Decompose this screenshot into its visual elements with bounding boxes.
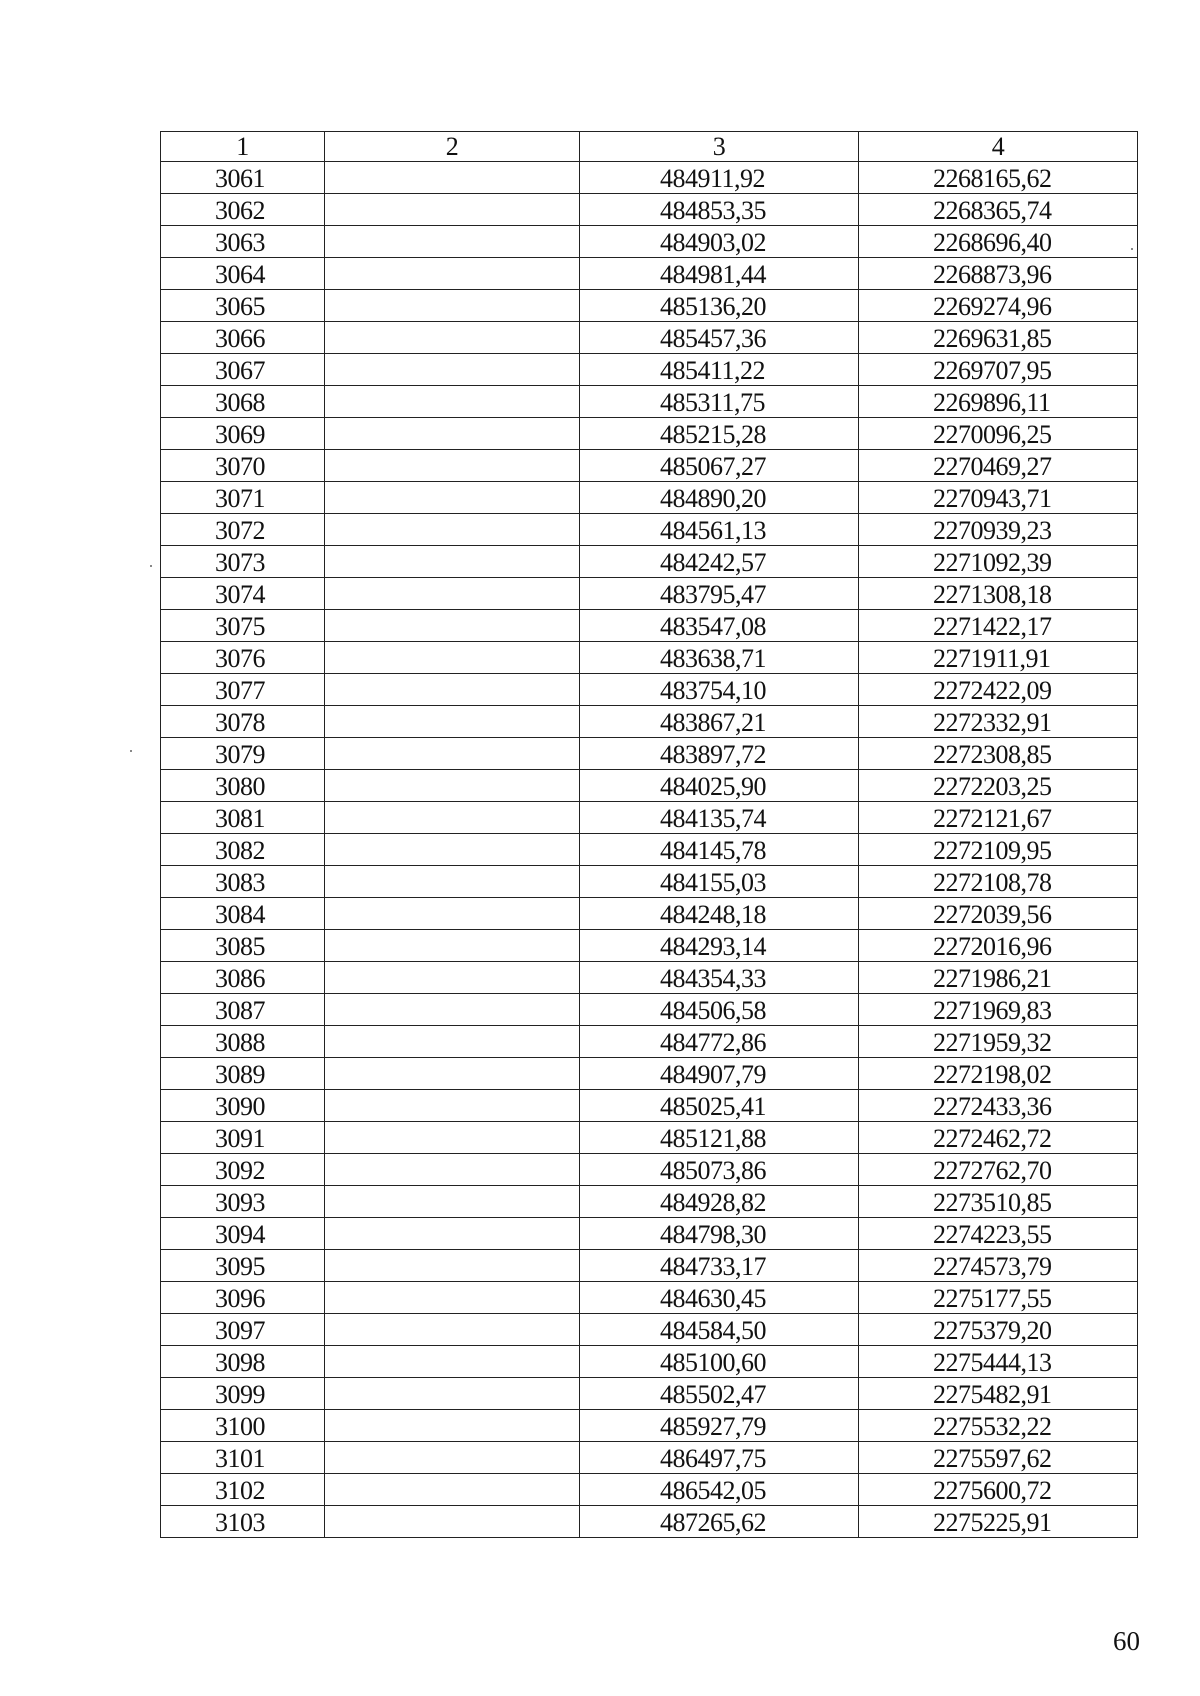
table-row — [161, 738, 1138, 770]
column-2-cell — [325, 194, 580, 226]
x-coordinate-cell: 483897,72 — [580, 738, 859, 770]
point-number-cell: 3064 — [161, 258, 325, 290]
x-coordinate-cell: 483867,21 — [580, 706, 859, 738]
column-2-cell — [325, 898, 580, 930]
y-coordinate-cell: 2270469,27 — [859, 450, 1138, 482]
x-coordinate-cell: 484890,20 — [580, 482, 859, 514]
x-coordinate-cell: 484248,18 — [580, 898, 859, 930]
y-coordinate-cell: 2275600,72 — [859, 1474, 1138, 1506]
y-coordinate-cell: 2270939,23 — [859, 514, 1138, 546]
point-number-cell: 3073 — [161, 546, 325, 578]
y-coordinate-cell: 2269631,85 — [859, 322, 1138, 354]
column-2-cell — [325, 514, 580, 546]
y-coordinate-cell: 2271969,83 — [859, 994, 1138, 1026]
table-row — [161, 1378, 1138, 1410]
column-header-4: 4 — [859, 132, 1138, 162]
table-row — [161, 770, 1138, 802]
point-number-cell: 3069 — [161, 418, 325, 450]
column-header-3: 3 — [580, 132, 859, 162]
y-coordinate-cell: 2272308,85 — [859, 738, 1138, 770]
table-row — [161, 226, 1138, 258]
column-2-cell — [325, 226, 580, 258]
x-coordinate-cell: 484293,14 — [580, 930, 859, 962]
point-number-cell: 3085 — [161, 930, 325, 962]
x-coordinate-cell: 487265,62 — [580, 1506, 859, 1538]
y-coordinate-cell: 2272433,36 — [859, 1090, 1138, 1122]
y-coordinate-cell: 2271959,32 — [859, 1026, 1138, 1058]
coordinates-table — [160, 131, 1138, 1538]
x-coordinate-cell: 484903,02 — [580, 226, 859, 258]
y-coordinate-cell: 2271092,39 — [859, 546, 1138, 578]
point-number-cell: 3096 — [161, 1282, 325, 1314]
column-2-cell — [325, 610, 580, 642]
x-coordinate-cell: 483638,71 — [580, 642, 859, 674]
table-row — [161, 1410, 1138, 1442]
column-2-cell — [325, 802, 580, 834]
point-number-cell: 3091 — [161, 1122, 325, 1154]
table-row — [161, 386, 1138, 418]
column-2-cell — [325, 258, 580, 290]
table-row — [161, 1058, 1138, 1090]
column-2-cell — [325, 738, 580, 770]
y-coordinate-cell: 2272422,09 — [859, 674, 1138, 706]
point-number-cell: 3088 — [161, 1026, 325, 1058]
table-row — [161, 418, 1138, 450]
point-number-cell: 3082 — [161, 834, 325, 866]
table-row — [161, 1026, 1138, 1058]
point-number-cell: 3083 — [161, 866, 325, 898]
x-coordinate-cell: 484907,79 — [580, 1058, 859, 1090]
point-number-cell: 3097 — [161, 1314, 325, 1346]
column-2-cell — [325, 930, 580, 962]
point-number-cell: 3099 — [161, 1378, 325, 1410]
x-coordinate-cell: 484135,74 — [580, 802, 859, 834]
table-row — [161, 578, 1138, 610]
table-row — [161, 162, 1138, 194]
table-row — [161, 482, 1138, 514]
point-number-cell: 3076 — [161, 642, 325, 674]
point-number-cell: 3062 — [161, 194, 325, 226]
x-coordinate-cell: 484981,44 — [580, 258, 859, 290]
table-row — [161, 1506, 1138, 1538]
point-number-cell: 3087 — [161, 994, 325, 1026]
column-2-cell — [325, 1218, 580, 1250]
x-coordinate-cell: 485927,79 — [580, 1410, 859, 1442]
x-coordinate-cell: 484733,17 — [580, 1250, 859, 1282]
point-number-cell: 3065 — [161, 290, 325, 322]
y-coordinate-cell: 2272203,25 — [859, 770, 1138, 802]
point-number-cell: 3089 — [161, 1058, 325, 1090]
table-row — [161, 1186, 1138, 1218]
table-row — [161, 1090, 1138, 1122]
point-number-cell: 3068 — [161, 386, 325, 418]
y-coordinate-cell: 2275532,22 — [859, 1410, 1138, 1442]
y-coordinate-cell: 2268365,74 — [859, 194, 1138, 226]
x-coordinate-cell: 483754,10 — [580, 674, 859, 706]
point-number-cell: 3079 — [161, 738, 325, 770]
point-number-cell: 3094 — [161, 1218, 325, 1250]
point-number-cell: 3066 — [161, 322, 325, 354]
column-2-cell — [325, 1282, 580, 1314]
column-2-cell — [325, 290, 580, 322]
y-coordinate-cell: 2272108,78 — [859, 866, 1138, 898]
table-row — [161, 514, 1138, 546]
x-coordinate-cell: 484506,58 — [580, 994, 859, 1026]
column-2-cell — [325, 706, 580, 738]
point-number-cell: 3101 — [161, 1442, 325, 1474]
column-2-cell — [325, 1314, 580, 1346]
column-2-cell — [325, 1058, 580, 1090]
x-coordinate-cell: 484928,82 — [580, 1186, 859, 1218]
x-coordinate-cell: 485136,20 — [580, 290, 859, 322]
x-coordinate-cell: 484145,78 — [580, 834, 859, 866]
point-number-cell: 3092 — [161, 1154, 325, 1186]
page-number: 60 — [1113, 1626, 1140, 1656]
point-number-cell: 3098 — [161, 1346, 325, 1378]
scan-speck — [1131, 248, 1133, 250]
point-number-cell: 3067 — [161, 354, 325, 386]
table-row — [161, 962, 1138, 994]
column-2-cell — [325, 354, 580, 386]
column-2-cell — [325, 418, 580, 450]
table-row — [161, 290, 1138, 322]
x-coordinate-cell: 485311,75 — [580, 386, 859, 418]
point-number-cell: 3077 — [161, 674, 325, 706]
column-2-cell — [325, 1250, 580, 1282]
point-number-cell: 3075 — [161, 610, 325, 642]
y-coordinate-cell: 2275225,91 — [859, 1506, 1138, 1538]
x-coordinate-cell: 485457,36 — [580, 322, 859, 354]
table-row — [161, 1218, 1138, 1250]
point-number-cell: 3071 — [161, 482, 325, 514]
table-row — [161, 1282, 1138, 1314]
y-coordinate-cell: 2270096,25 — [859, 418, 1138, 450]
x-coordinate-cell: 483547,08 — [580, 610, 859, 642]
scan-speck — [150, 565, 152, 567]
y-coordinate-cell: 2275379,20 — [859, 1314, 1138, 1346]
y-coordinate-cell: 2272039,56 — [859, 898, 1138, 930]
x-coordinate-cell: 485502,47 — [580, 1378, 859, 1410]
table-row — [161, 194, 1138, 226]
table-row — [161, 834, 1138, 866]
y-coordinate-cell: 2272762,70 — [859, 1154, 1138, 1186]
y-coordinate-cell: 2272332,91 — [859, 706, 1138, 738]
table-row — [161, 1346, 1138, 1378]
point-number-cell: 3084 — [161, 898, 325, 930]
x-coordinate-cell: 484155,03 — [580, 866, 859, 898]
table-row — [161, 258, 1138, 290]
table-row — [161, 1122, 1138, 1154]
x-coordinate-cell: 483795,47 — [580, 578, 859, 610]
y-coordinate-cell: 2269274,96 — [859, 290, 1138, 322]
point-number-cell: 3078 — [161, 706, 325, 738]
point-number-cell: 3103 — [161, 1506, 325, 1538]
table-row — [161, 898, 1138, 930]
column-2-cell — [325, 162, 580, 194]
column-2-cell — [325, 1378, 580, 1410]
column-2-cell — [325, 1346, 580, 1378]
table-body — [161, 162, 1138, 1538]
point-number-cell: 3061 — [161, 162, 325, 194]
column-2-cell — [325, 322, 580, 354]
point-number-cell: 3080 — [161, 770, 325, 802]
x-coordinate-cell: 484911,92 — [580, 162, 859, 194]
x-coordinate-cell: 485073,86 — [580, 1154, 859, 1186]
table-row — [161, 674, 1138, 706]
column-2-cell — [325, 770, 580, 802]
column-2-cell — [325, 578, 580, 610]
scan-speck — [130, 750, 132, 752]
table-row — [161, 706, 1138, 738]
y-coordinate-cell: 2275482,91 — [859, 1378, 1138, 1410]
point-number-cell: 3095 — [161, 1250, 325, 1282]
point-number-cell: 3074 — [161, 578, 325, 610]
x-coordinate-cell: 484853,35 — [580, 194, 859, 226]
x-coordinate-cell: 484025,90 — [580, 770, 859, 802]
table-row — [161, 930, 1138, 962]
column-2-cell — [325, 1154, 580, 1186]
point-number-cell: 3093 — [161, 1186, 325, 1218]
y-coordinate-cell: 2270943,71 — [859, 482, 1138, 514]
column-2-cell — [325, 1410, 580, 1442]
table-row — [161, 546, 1138, 578]
table-row — [161, 1314, 1138, 1346]
y-coordinate-cell: 2275444,13 — [859, 1346, 1138, 1378]
y-coordinate-cell: 2268696,40 — [859, 226, 1138, 258]
x-coordinate-cell: 485411,22 — [580, 354, 859, 386]
y-coordinate-cell: 2271911,91 — [859, 642, 1138, 674]
x-coordinate-cell: 485121,88 — [580, 1122, 859, 1154]
column-2-cell — [325, 1122, 580, 1154]
y-coordinate-cell: 2268873,96 — [859, 258, 1138, 290]
x-coordinate-cell: 485025,41 — [580, 1090, 859, 1122]
y-coordinate-cell: 2269707,95 — [859, 354, 1138, 386]
table-row — [161, 642, 1138, 674]
y-coordinate-cell: 2272198,02 — [859, 1058, 1138, 1090]
x-coordinate-cell: 484798,30 — [580, 1218, 859, 1250]
column-2-cell — [325, 962, 580, 994]
y-coordinate-cell: 2272462,72 — [859, 1122, 1138, 1154]
x-coordinate-cell: 484630,45 — [580, 1282, 859, 1314]
x-coordinate-cell: 484772,86 — [580, 1026, 859, 1058]
table-row — [161, 1474, 1138, 1506]
y-coordinate-cell: 2275177,55 — [859, 1282, 1138, 1314]
y-coordinate-cell: 2271422,17 — [859, 610, 1138, 642]
x-coordinate-cell: 485067,27 — [580, 450, 859, 482]
point-number-cell: 3086 — [161, 962, 325, 994]
table-row — [161, 1154, 1138, 1186]
x-coordinate-cell: 486542,05 — [580, 1474, 859, 1506]
x-coordinate-cell: 484354,33 — [580, 962, 859, 994]
table-row — [161, 866, 1138, 898]
column-2-cell — [325, 834, 580, 866]
y-coordinate-cell: 2275597,62 — [859, 1442, 1138, 1474]
point-number-cell: 3072 — [161, 514, 325, 546]
column-2-cell — [325, 386, 580, 418]
column-2-cell — [325, 1442, 580, 1474]
x-coordinate-cell: 484561,13 — [580, 514, 859, 546]
table-row — [161, 1250, 1138, 1282]
point-number-cell: 3070 — [161, 450, 325, 482]
x-coordinate-cell: 485100,60 — [580, 1346, 859, 1378]
point-number-cell: 3081 — [161, 802, 325, 834]
y-coordinate-cell: 2269896,11 — [859, 386, 1138, 418]
table-row — [161, 354, 1138, 386]
column-header-1: 1 — [161, 132, 325, 162]
y-coordinate-cell: 2273510,85 — [859, 1186, 1138, 1218]
y-coordinate-cell: 2274223,55 — [859, 1218, 1138, 1250]
point-number-cell: 3063 — [161, 226, 325, 258]
column-2-cell — [325, 1026, 580, 1058]
x-coordinate-cell: 486497,75 — [580, 1442, 859, 1474]
column-2-cell — [325, 866, 580, 898]
y-coordinate-cell: 2271308,18 — [859, 578, 1138, 610]
table-row — [161, 802, 1138, 834]
x-coordinate-cell: 485215,28 — [580, 418, 859, 450]
point-number-cell: 3102 — [161, 1474, 325, 1506]
table-row — [161, 322, 1138, 354]
y-coordinate-cell: 2274573,79 — [859, 1250, 1138, 1282]
table-row — [161, 610, 1138, 642]
point-number-cell: 3090 — [161, 1090, 325, 1122]
x-coordinate-cell: 484242,57 — [580, 546, 859, 578]
table-row — [161, 450, 1138, 482]
column-2-cell — [325, 482, 580, 514]
table-row — [161, 994, 1138, 1026]
column-2-cell — [325, 674, 580, 706]
y-coordinate-cell: 2268165,62 — [859, 162, 1138, 194]
y-coordinate-cell: 2272109,95 — [859, 834, 1138, 866]
table-header-row — [161, 132, 1138, 162]
column-2-cell — [325, 1474, 580, 1506]
column-2-cell — [325, 1506, 580, 1538]
point-number-cell: 3100 — [161, 1410, 325, 1442]
column-2-cell — [325, 994, 580, 1026]
column-2-cell — [325, 450, 580, 482]
y-coordinate-cell: 2271986,21 — [859, 962, 1138, 994]
y-coordinate-cell: 2272016,96 — [859, 930, 1138, 962]
table-row — [161, 1442, 1138, 1474]
x-coordinate-cell: 484584,50 — [580, 1314, 859, 1346]
column-2-cell — [325, 642, 580, 674]
column-2-cell — [325, 1186, 580, 1218]
column-2-cell — [325, 1090, 580, 1122]
y-coordinate-cell: 2272121,67 — [859, 802, 1138, 834]
column-2-cell — [325, 546, 580, 578]
column-header-2: 2 — [325, 132, 580, 162]
